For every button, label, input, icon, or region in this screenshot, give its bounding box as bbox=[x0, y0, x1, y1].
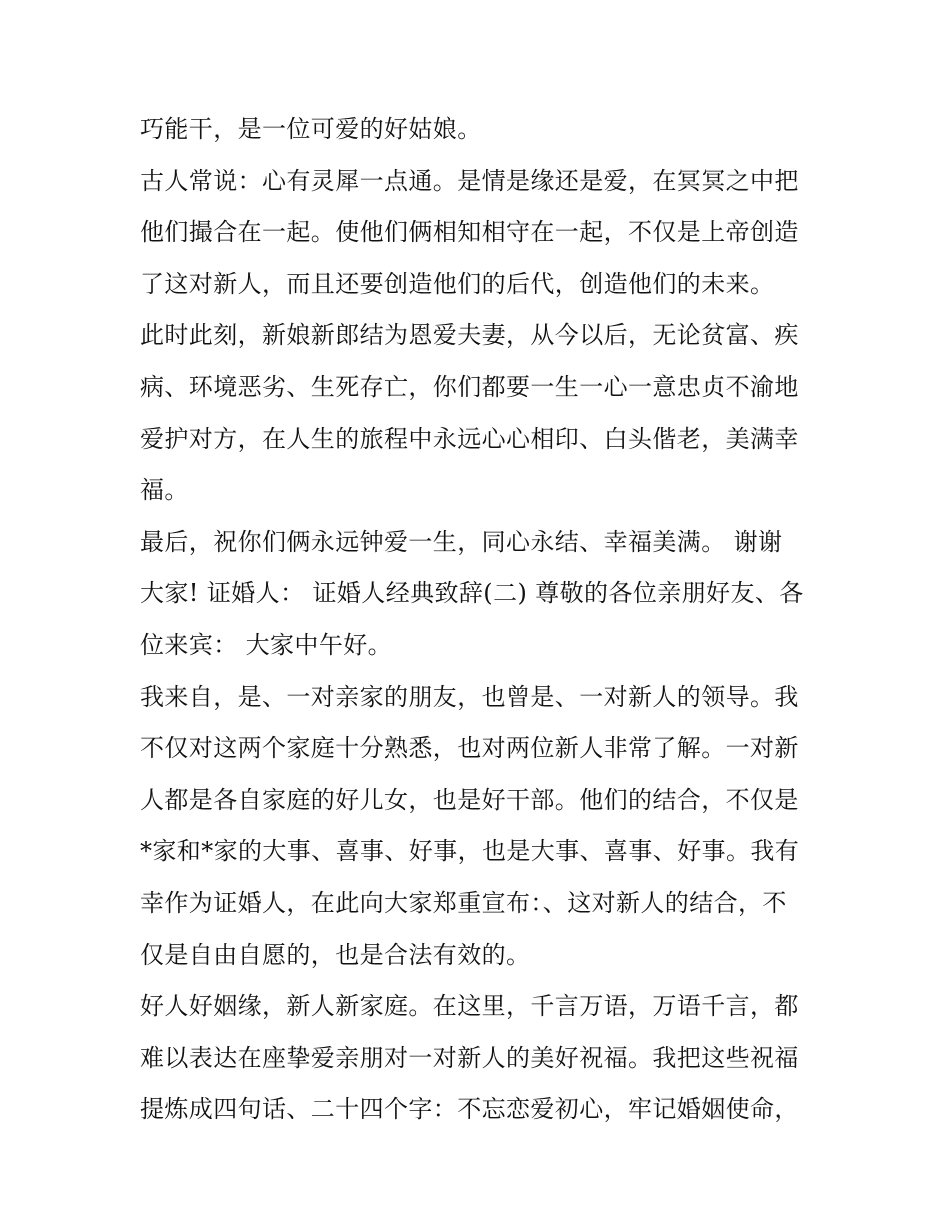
text-line: 大家! 证婚人： 证婚人经典致辞(二) 尊敬的各位亲朋好友、各 bbox=[140, 579, 804, 608]
text-line: 病、环境恶劣、生死存亡，你们都要一生一心一意忠贞不渝地 bbox=[140, 372, 799, 401]
text-line: 爱护对方，在人生的旅程中永远心心相印、白头偕老，美满幸 bbox=[140, 424, 799, 453]
text-line: 不仅对这两个家庭十分熟悉，也对两位新人非常了解。一对新 bbox=[140, 734, 799, 763]
text-line: 他们撮合在一起。使他们俩相知相守在一起，不仅是上帝创造 bbox=[140, 218, 799, 247]
text-line: 提炼成四句话、二十四个字：不忘恋爱初心，牢记婚姻使命， bbox=[140, 1095, 799, 1124]
text-line: 难以表达在座挚爱亲朋对一对新人的美好祝福。我把这些祝福 bbox=[140, 1043, 799, 1072]
text-line: 仅是自由自愿的，也是合法有效的。 bbox=[140, 940, 531, 969]
text-line: 福。 bbox=[140, 476, 189, 505]
text-line: 人都是各自家庭的好儿女，也是好干部。他们的结合，不仅是 bbox=[140, 785, 799, 814]
text-line: 最后，祝你们俩永远钟爱一生，同心永结、幸福美满。 谢谢 bbox=[140, 527, 783, 556]
text-line: 此时此刻，新娘新郎结为恩爱夫妻，从今以后，无论贫富、疾 bbox=[140, 321, 799, 350]
text-line: 巧能干，是一位可爱的好姑娘。 bbox=[140, 115, 482, 143]
text-line: 好人好姻缘，新人新家庭。在这里，千言万语，万语千言，都 bbox=[140, 992, 799, 1021]
text-line: 了这对新人，而且还要创造他们的后代，创造他们的未来。 bbox=[140, 269, 775, 298]
text-line: 我来自，是、一对亲家的朋友，也曾是、一对新人的领导。我 bbox=[140, 682, 799, 711]
text-line: *家和*家的大事、喜事、好事，也是大事、喜事、好事。我有 bbox=[140, 837, 800, 866]
text-line: 幸作为证婚人，在此向大家郑重宣布：、这对新人的结合，不 bbox=[140, 888, 787, 917]
text-line: 位来宾： 大家中午好。 bbox=[140, 630, 393, 659]
text-line: 古人常说：心有灵犀一点通。是情是缘还是爱，在冥冥之中把 bbox=[140, 166, 799, 195]
document-body bbox=[140, 104, 820, 1136]
